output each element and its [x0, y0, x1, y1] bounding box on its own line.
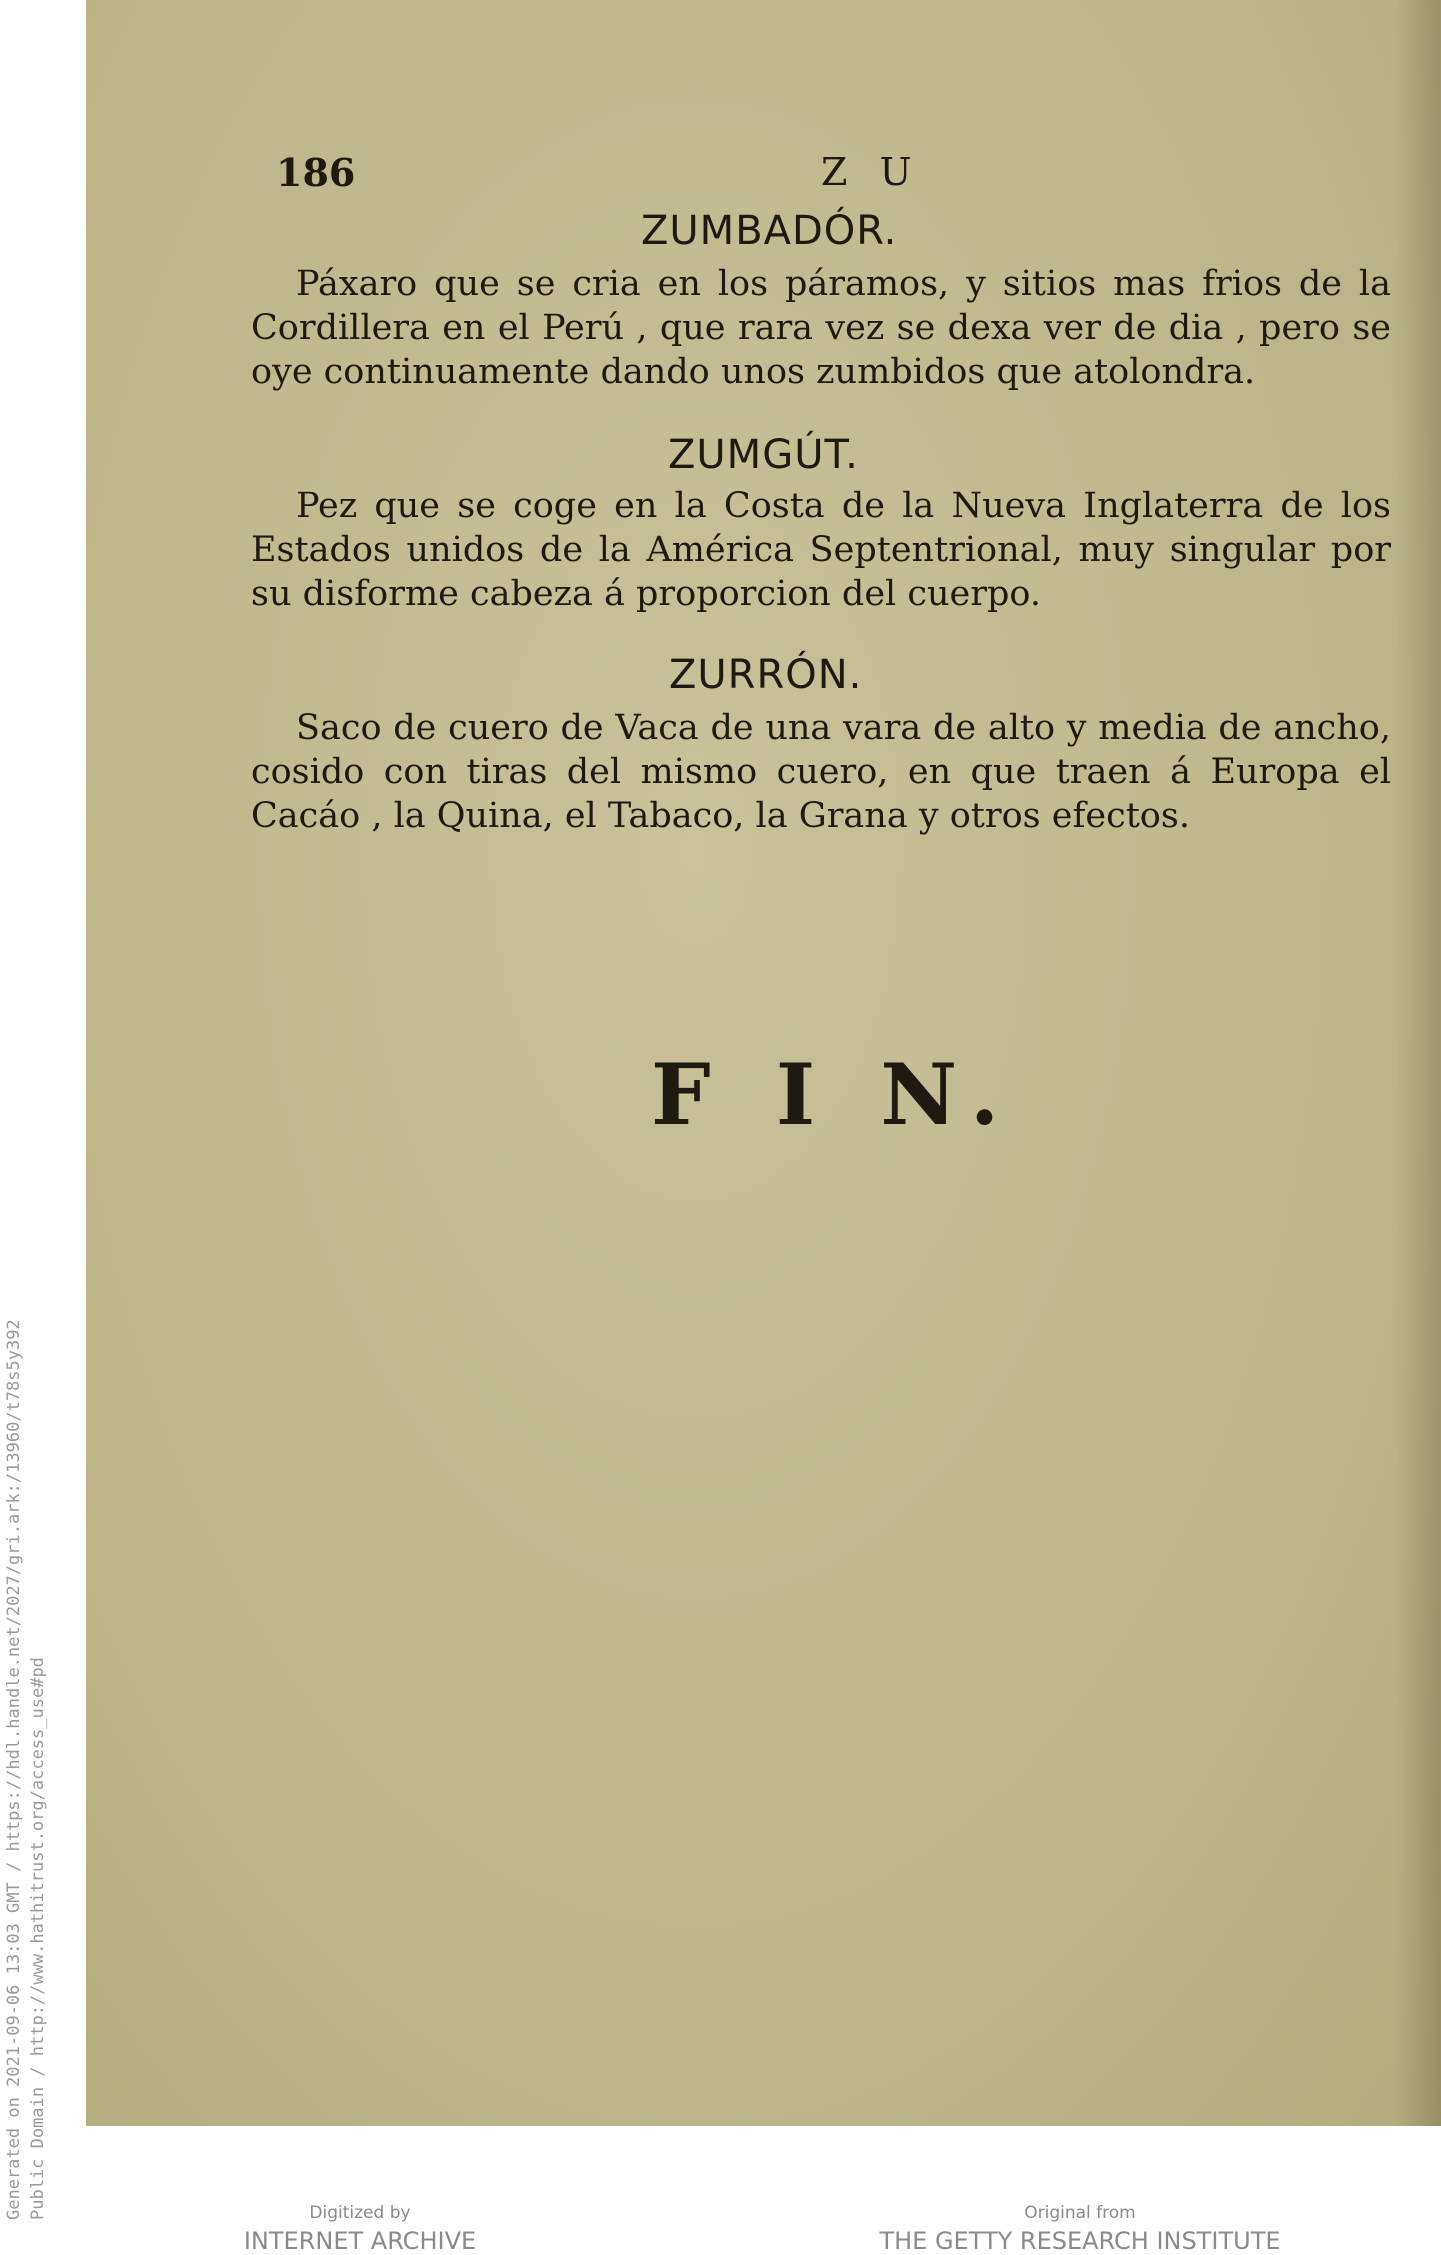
page-header: [276, 150, 1391, 200]
hathitrust-watermark: [0, 1100, 60, 2230]
entry-title-zumgut: ZUMGÚT.: [668, 432, 859, 478]
entry-text-zumgut: Pez que se coge en la Costa de la Nueva Inglaterra de los Estados unidos de la América Septentrional, muy singular por su disforme cabeza á proporcion del cuerpo.: [251, 486, 1391, 614]
running-head: Z U: [821, 150, 922, 194]
footer-original-label: Original from: [1024, 2203, 1136, 2223]
page-edge-shadow: [1395, 0, 1441, 2126]
watermark-text: [2, 1319, 50, 2220]
footer-digitized-label: Digitized by: [309, 2203, 411, 2223]
closing-fin: F I N.: [651, 1045, 1018, 1144]
page-number: 186: [276, 150, 356, 195]
entry-text-zumbador: Páxaro que se cria en los páramos, y sitios mas frios de la Cordillera en el Perú , que rara vez se dexa ver de dia , pero se oye continuamente dando unos zumbidos que atolondra.: [251, 264, 1391, 392]
footer-digitized-by: [230, 2203, 490, 2255]
footer-getty-institute: THE GETTY RESEARCH INSTITUTE: [879, 2227, 1281, 2255]
scanned-page: [86, 0, 1441, 2126]
watermark-line-2: Public Domain / http://www.hathitrust.org/access_use#pd: [28, 1657, 48, 2220]
entry-text-zurron: Saco de cuero de Vaca de una vara de alto y media de ancho, cosido con tiras del mismo cuero, en que traen á Europa el Cacáo , la Quina, el Tabaco, la Grana y otros efectos.: [251, 708, 1391, 836]
entry-title-zurron: ZURRÓN.: [669, 652, 863, 698]
footer-internet-archive: INTERNET ARCHIVE: [243, 2227, 477, 2255]
entry-title-zumbador: ZUMBADÓR.: [641, 208, 898, 254]
watermark-line-1: Generated on 2021-09-06 13:03 GMT / https://hdl.handle.net/2027/gri.ark:/13960/t78s5y392: [4, 1319, 24, 2220]
footer-original-from: [870, 2203, 1290, 2255]
